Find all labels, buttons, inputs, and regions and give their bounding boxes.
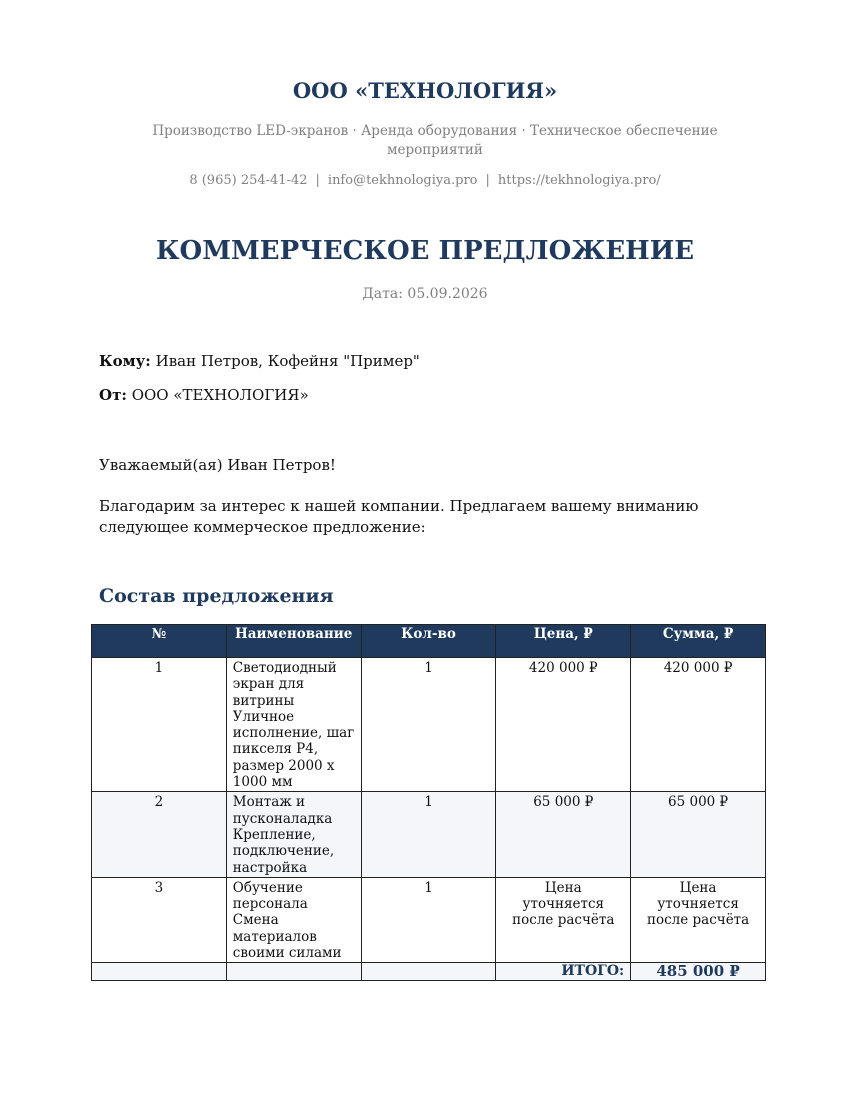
recipient-value: Иван Петров, Кофейня "Пример" — [155, 352, 420, 370]
greeting: Уважаемый(ая) Иван Петров! — [99, 456, 336, 474]
contact-separator: | — [485, 173, 490, 188]
sender-label: От: — [99, 386, 127, 404]
table-header-row — [92, 625, 766, 658]
contact-separator: | — [315, 173, 320, 188]
cell-sum: 420 000 ₽ — [631, 658, 766, 792]
cell-quantity: 1 — [361, 658, 496, 792]
header-sum: Сумма, ₽ — [631, 625, 766, 658]
cell-price: Цена уточняется после расчёта — [496, 877, 631, 962]
cell-sum: 65 000 ₽ — [631, 792, 766, 877]
table-total-row — [92, 963, 766, 981]
cell-name: Светодиодный экран для витрины Уличное исполнение, шаг пикселя P4, размер 2000 x 1000 мм — [226, 658, 361, 792]
recipient-line — [99, 352, 420, 370]
cell-empty — [92, 963, 227, 981]
intro-paragraph: Благодарим за интерес к нашей компании. Предлагаем вашему вниманию следующее коммерческое предложение: — [99, 497, 699, 536]
sender-line — [99, 386, 309, 404]
table-row — [92, 877, 766, 962]
cell-name: Обучение персонала Смена материалов своими силами — [226, 877, 361, 962]
cell-sum: Цена уточняется после расчёта — [631, 877, 766, 962]
cell-name: Монтаж и пусконаладка Крепление, подключение, настройка — [226, 792, 361, 877]
total-label: ИТОГО: — [496, 963, 631, 981]
cell-empty — [226, 963, 361, 981]
total-value: 485 000 ₽ — [631, 963, 766, 981]
company-contacts — [0, 173, 850, 188]
cell-price: 65 000 ₽ — [496, 792, 631, 877]
contact-website[interactable]: https://tekhnologiya.pro/ — [497, 173, 661, 188]
contact-phone[interactable]: 8 (965) 254-41-42 — [189, 173, 308, 188]
cell-quantity: 1 — [361, 792, 496, 877]
contact-email[interactable]: info@tekhnologiya.pro — [327, 173, 478, 188]
offer-items-table — [91, 624, 766, 981]
section-title: Состав предложения — [99, 585, 334, 607]
recipient-label: Кому: — [99, 352, 151, 370]
table-row — [92, 658, 766, 792]
document-title: КОММЕРЧЕСКОЕ ПРЕДЛОЖЕНИЕ — [155, 236, 695, 266]
cell-price: 420 000 ₽ — [496, 658, 631, 792]
cell-number: 3 — [92, 877, 227, 962]
header-number: № — [92, 625, 227, 658]
sender-value: ООО «ТЕХНОЛОГИЯ» — [131, 386, 309, 404]
cell-number: 1 — [92, 658, 227, 792]
table-row — [92, 792, 766, 877]
cell-quantity: 1 — [361, 877, 496, 962]
cell-empty — [361, 963, 496, 981]
company-tagline: Производство LED-экранов · Аренда оборудования · Техническое обеспечение мероприятий — [152, 123, 718, 158]
company-name: ООО «ТЕХНОЛОГИЯ» — [292, 78, 558, 103]
document-date: Дата: 05.09.2026 — [362, 286, 488, 302]
header-quantity: Кол-во — [361, 625, 496, 658]
header-name: Наименование — [226, 625, 361, 658]
header-price: Цена, ₽ — [496, 625, 631, 658]
cell-number: 2 — [92, 792, 227, 877]
